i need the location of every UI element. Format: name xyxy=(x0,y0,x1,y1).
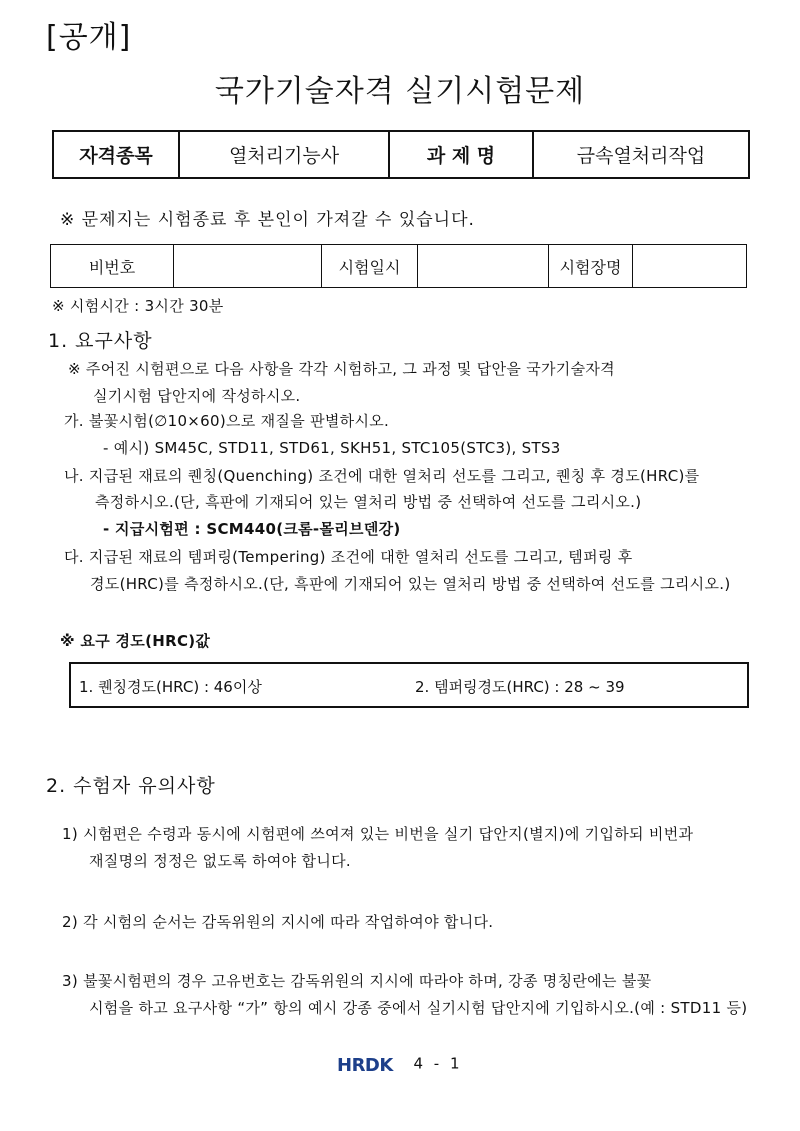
section2-heading: 2. 수험자 유의사항 xyxy=(46,775,216,797)
task-value: 금속열처리작업 xyxy=(533,131,749,178)
note1-line2: 재질명의 정정은 없도록 하여야 합니다. xyxy=(89,852,351,870)
exam-number-label: 비번호 xyxy=(51,245,174,288)
exam-info-table xyxy=(50,244,747,288)
req-ga-example: - 예시) SM45C, STD11, STD61, SKH51, STC105(STC3), STS3 xyxy=(103,439,561,457)
note2: 2) 각 시험의 순서는 감독위원의 지시에 따라 작업하여야 합니다. xyxy=(62,913,494,931)
temper-hardness: 2. 템퍼링경도(HRC) : 28 ~ 39 xyxy=(415,678,625,696)
req-da-line2: 경도(HRC)를 측정하시오.(단, 흑판에 기재되어 있는 열처리 방법 중 선택하여 선도를 그리시오.) xyxy=(90,575,731,593)
notice-text: ※ 문제지는 시험종료 후 본인이 가져갈 수 있습니다. xyxy=(60,210,475,230)
note1-line1: 1) 시험편은 수령과 동시에 시험편에 쓰여져 있는 비번을 실기 답안지(별지)에 기입하되 비번과 xyxy=(62,825,694,843)
note3-line1: 3) 불꽃시험편의 경우 고유번호는 감독위원의 지시에 따라야 하며, 강종 명칭란에는 불꽃 xyxy=(62,972,652,990)
exam-number-field[interactable] xyxy=(174,245,322,288)
qualification-label: 자격종목 xyxy=(53,131,179,178)
req-intro-line1: ※ 주어진 시험편으로 다음 사항을 각각 시험하고, 그 과정 및 답안을 국가기술자격 xyxy=(68,360,615,378)
hardness-box xyxy=(69,662,749,708)
page-number: 4 - 1 xyxy=(413,1054,463,1073)
public-badge: [공개] xyxy=(46,20,132,55)
req-na-line1: 나. 지급된 재료의 퀜칭(Quenching) 조건에 대한 열처리 선도를 그리고, 퀜칭 후 경도(HRC)를 xyxy=(64,467,700,485)
hardness-heading: ※ 요구 경도(HRC)값 xyxy=(60,632,211,650)
req-na-specimen: - 지급시험편 : SCM440(크롬-몰리브덴강) xyxy=(103,520,401,538)
exam-date-field[interactable] xyxy=(418,245,549,288)
svg-text:HRDK: HRDK xyxy=(337,1054,394,1074)
exam-place-label: 시험장명 xyxy=(549,245,633,288)
page-footer xyxy=(0,1053,800,1074)
req-da-line1: 다. 지급된 재료의 템퍼링(Tempering) 조건에 대한 열처리 선도를 그리고, 템퍼링 후 xyxy=(64,548,633,566)
page-title: 국가기술자격 실기시험문제 xyxy=(214,74,586,109)
task-label: 과 제 명 xyxy=(389,131,533,178)
req-ga: 가. 불꽃시험(∅10×60)으로 재질을 판별하시오. xyxy=(64,412,390,430)
exam-date-label: 시험일시 xyxy=(322,245,418,288)
exam-place-field[interactable] xyxy=(633,245,747,288)
section1-heading: 1. 요구사항 xyxy=(48,330,153,352)
time-note: ※ 시험시간 : 3시간 30분 xyxy=(52,297,224,315)
note3-line2: 시험을 하고 요구사항 “가” 항의 예시 강종 중에서 실기시험 답안지에 기입하시오.(예 : STD11 등) xyxy=(89,999,748,1017)
quench-hardness: 1. 퀜칭경도(HRC) : 46이상 xyxy=(79,678,262,696)
req-intro-line2: 실기시험 답안지에 작성하시오. xyxy=(93,387,301,405)
qualification-value: 열처리기능사 xyxy=(179,131,389,178)
hrdk-logo xyxy=(337,1054,399,1074)
req-na-line2: 측정하시오.(단, 흑판에 기재되어 있는 열처리 방법 중 선택하여 선도를 그리시오.) xyxy=(95,493,642,511)
qualification-table xyxy=(52,130,750,179)
